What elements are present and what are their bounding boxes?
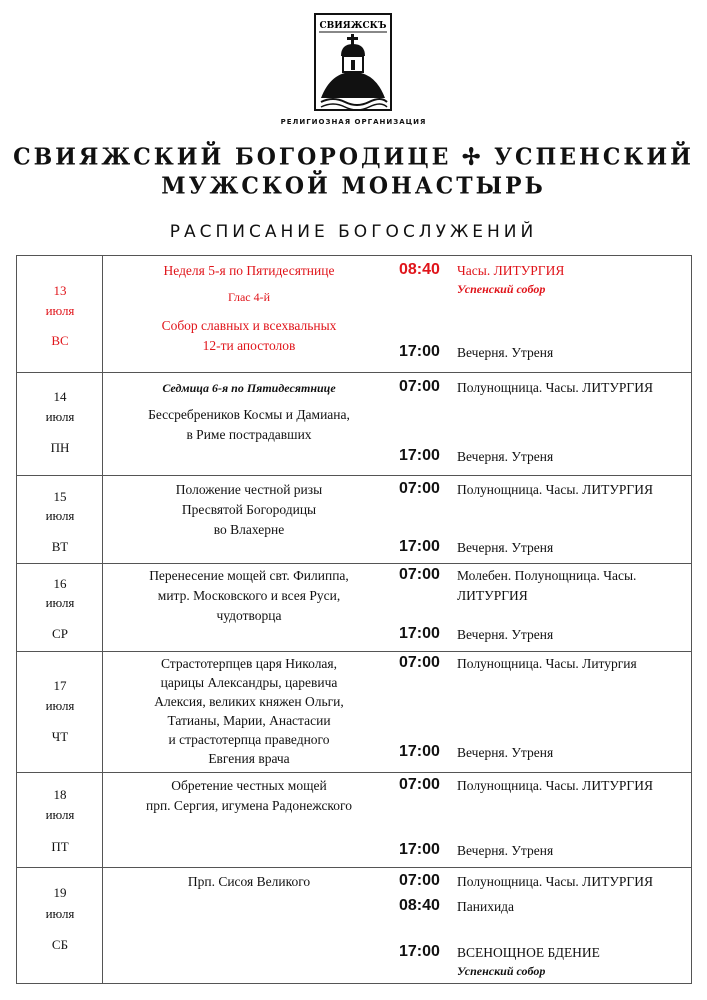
day-number: 14: [53, 389, 67, 404]
service-name: Полунощница. Часы. ЛИТУРГИЯ: [457, 874, 653, 889]
service-time: 17:00: [399, 943, 440, 960]
schedule-table: [16, 255, 692, 984]
date-cell: [17, 868, 103, 983]
day-number: 13: [53, 283, 67, 298]
feast-line: Перенесение мощей свт. Филиппа,: [149, 568, 349, 583]
service-name: Полунощница. Часы. ЛИТУРГИЯ: [457, 380, 653, 395]
service-name: Полунощница. Часы. ЛИТУРГИЯ: [457, 778, 653, 793]
feast-line: Алексия, великих княжен Ольги,: [154, 694, 344, 709]
service-time: 07:00: [399, 776, 440, 793]
month-label: июля: [45, 303, 75, 318]
date-cell: [17, 256, 103, 372]
month-label: июля: [45, 807, 75, 822]
feast-line: Прп. Сисоя Великого: [187, 874, 311, 889]
service-name-cont: ЛИТУРГИЯ: [457, 588, 528, 603]
date-cell: [17, 373, 103, 475]
feast-line: Татианы, Марии, Анастасии: [167, 713, 331, 728]
feast-line: прп. Сергия, игумена Радонежского: [145, 798, 353, 813]
day-row-sunday: [17, 256, 691, 373]
day-row-saturday: [17, 868, 691, 983]
feast-line: Бессребреников Космы и Дамиана,: [148, 407, 350, 422]
day-number: 16: [53, 576, 67, 591]
feast-line: и страстотерпца праведного: [168, 732, 330, 747]
date-cell: [17, 652, 103, 772]
feast-line: Пресвятой Богородицы: [181, 502, 317, 517]
weekday-label: ПТ: [51, 839, 69, 854]
monastery-name-line2: МУЖСКОЙ МОНАСТЫРЬ: [161, 172, 546, 200]
month-label: июля: [45, 409, 75, 424]
weekday-label: ЧТ: [51, 729, 69, 744]
service-time: 17:00: [399, 343, 440, 360]
service-name: Вечерня. Утреня: [457, 540, 554, 555]
feast-line: Собор славных и всехвальных: [161, 318, 337, 333]
feast-line: Страстотерпцев царя Николая,: [160, 656, 338, 671]
day-row-friday: [17, 773, 691, 868]
weekday-label: СБ: [51, 937, 69, 952]
feast-line: Глас 4-й: [227, 290, 271, 304]
feast-line: во Влахерне: [213, 522, 285, 537]
logo-text: СВИЯЖСКЪ: [319, 21, 387, 31]
service-name: Полунощница. Часы. ЛИТУРГИЯ: [457, 482, 653, 497]
service-name: Вечерня. Утреня: [457, 627, 554, 642]
feast-line: Положение честной ризы: [175, 482, 323, 497]
service-name: Молебен. Полунощница. Часы.: [457, 568, 637, 583]
feast-line: в Риме пострадавших: [186, 427, 312, 442]
service-time: 08:40: [399, 261, 440, 278]
date-cell: [17, 476, 103, 563]
service-time: 07:00: [399, 566, 440, 583]
service-name: Часы. ЛИТУРГИЯ: [457, 263, 565, 278]
day-number: 17: [53, 678, 67, 693]
feast-line: Евгения врача: [208, 751, 290, 766]
service-time: 07:00: [399, 872, 440, 889]
service-time: 17:00: [399, 447, 440, 464]
day-row-thursday: [17, 652, 691, 773]
month-label: июля: [45, 906, 75, 921]
day-number: 19: [53, 885, 67, 900]
day-row-tuesday: [17, 476, 691, 564]
date-cell: [17, 564, 103, 651]
service-time: 08:40: [399, 897, 440, 914]
month-label: июля: [45, 508, 75, 523]
service-name: Полунощница. Часы. Литургия: [457, 656, 637, 671]
weekday-label: ПН: [50, 440, 70, 455]
weekday-label: СР: [52, 626, 68, 641]
service-time: 17:00: [399, 625, 440, 642]
day-row-wednesday: [17, 564, 691, 652]
month-label: июля: [45, 698, 75, 713]
weekday-label: ВТ: [51, 539, 69, 554]
month-label: июля: [45, 595, 75, 610]
feast-line: митр. Московского и всея Руси,: [157, 588, 341, 603]
service-time: 07:00: [399, 378, 440, 395]
feast-line: 12-ти апостолов: [202, 338, 296, 353]
feast-line: чудотворца: [216, 608, 282, 623]
feast-line: царицы Александры, царевича: [160, 675, 338, 690]
service-time: 17:00: [399, 538, 440, 555]
service-time: 07:00: [399, 654, 440, 671]
organization-label: РЕЛИГИОЗНАЯ ОРГАНИЗАЦИЯ: [280, 118, 427, 126]
service-time: 07:00: [399, 480, 440, 497]
service-place: Успенский собор: [457, 964, 546, 978]
week-note: Седмица 6-я по Пятидесятнице: [162, 381, 336, 395]
service-name: ВСЕНОЩНОЕ БДЕНИЕ: [457, 945, 600, 960]
feast-line: Неделя 5-я по Пятидесятнице: [163, 263, 335, 278]
service-time: 17:00: [399, 743, 440, 760]
service-name: Панихида: [457, 899, 515, 914]
day-number: 15: [53, 489, 67, 504]
service-name: Вечерня. Утреня: [457, 449, 554, 464]
service-time: 17:00: [399, 841, 440, 858]
schedule-title: РАСПИСАНИЕ БОГОСЛУЖЕНИЙ: [169, 222, 538, 242]
day-number: 18: [53, 787, 67, 802]
service-name: Вечерня. Утреня: [457, 345, 554, 360]
feast-line: Обретение честных мощей: [171, 778, 327, 793]
monastery-logo: [313, 12, 393, 112]
weekday-label: ВС: [51, 333, 69, 348]
service-name: Вечерня. Утреня: [457, 745, 554, 760]
service-name: Вечерня. Утреня: [457, 843, 554, 858]
day-row-monday: [17, 373, 691, 476]
monastery-name-line1: СВИЯЖСКИЙ БОГОРОДИЦЕ ✢ УСПЕНСКИЙ: [13, 143, 694, 171]
date-cell: [17, 773, 103, 867]
service-place: Успенский собор: [457, 282, 546, 296]
